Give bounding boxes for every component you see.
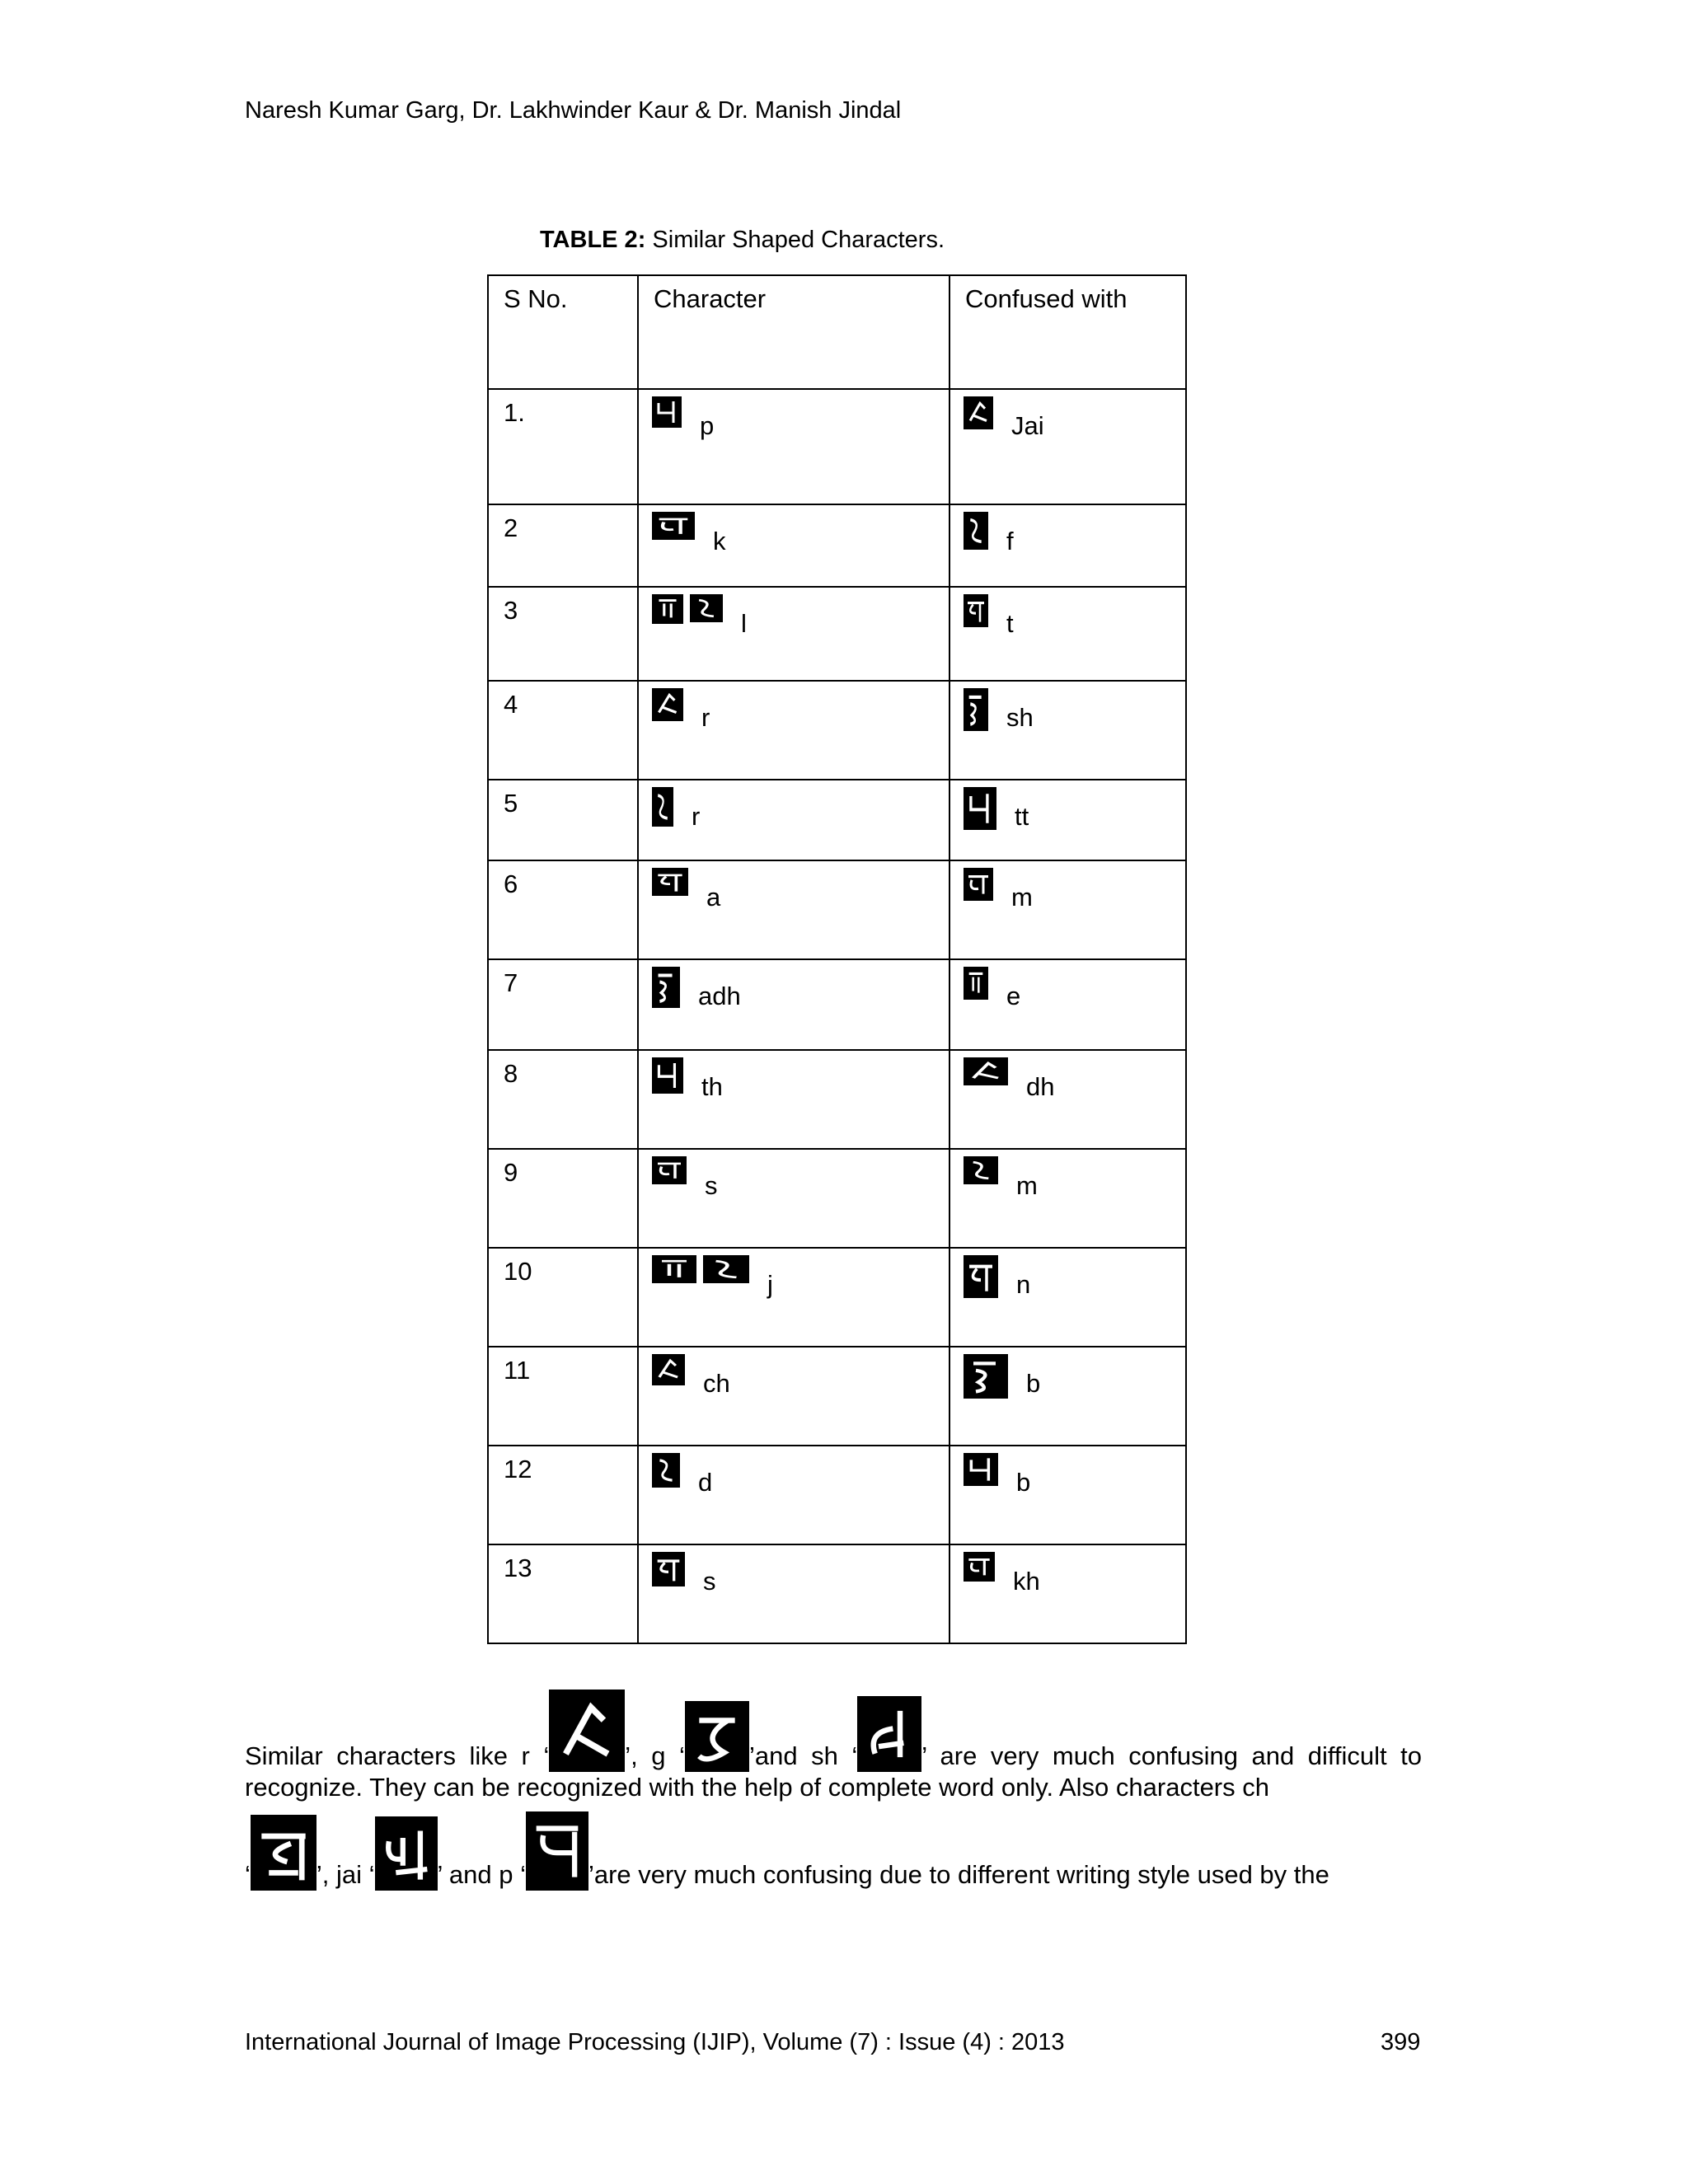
confused-glyph-image <box>964 787 996 830</box>
paragraph-text: ’are very much confusing due to different writing style used by the <box>588 1860 1329 1889</box>
header-confused-with: Confused with <box>950 275 1186 389</box>
character-glyph-image <box>652 967 680 1008</box>
table-row <box>488 1347 1186 1446</box>
glyph-image-sh <box>857 1696 921 1772</box>
paragraph-text: ’and sh ‘ <box>748 1741 858 1770</box>
sno-text: 11 <box>504 1356 531 1385</box>
glyph-image-ch <box>251 1815 316 1891</box>
paragraph-text: ‘ <box>245 1860 251 1889</box>
sno-text: 9 <box>504 1158 518 1187</box>
confused-label: m <box>1016 1171 1038 1200</box>
character-glyph-image <box>652 1453 680 1488</box>
character-glyphs <box>652 1354 730 1399</box>
cell-character <box>638 1149 950 1248</box>
cell-confused-with <box>950 1149 1186 1248</box>
sno-text: 10 <box>504 1257 532 1286</box>
cell-sno <box>488 1149 638 1248</box>
cell-sno <box>488 681 638 780</box>
cell-character <box>638 1446 950 1544</box>
confused-glyph-image <box>964 1354 1008 1399</box>
cell-sno <box>488 587 638 681</box>
confused-glyph-image <box>964 868 993 901</box>
paragraph-text: ’, jai ‘ <box>316 1860 375 1889</box>
header-character: Character <box>638 275 950 389</box>
confused-label: sh <box>1006 703 1034 732</box>
character-label: p <box>700 411 715 440</box>
table-row <box>488 1248 1186 1347</box>
character-glyph-image <box>652 1156 687 1184</box>
character-glyph-image <box>652 1057 683 1094</box>
confused-glyphs <box>964 512 1014 556</box>
character-glyph-image <box>652 1255 696 1283</box>
cell-confused-with <box>950 1050 1186 1149</box>
confused-glyphs <box>964 967 1020 1011</box>
table-caption-text: Similar Shaped Characters. <box>645 227 945 253</box>
table-row <box>488 587 1186 681</box>
paragraph-text: ’ are very much confusing and difficult to recognize. They can be recognized with the help of complete word only. Also characters ch <box>245 1741 1423 1802</box>
confused-glyphs <box>964 688 1034 733</box>
character-label: r <box>701 703 710 732</box>
character-label: r <box>692 802 701 831</box>
confused-glyphs <box>964 868 1033 912</box>
character-glyphs <box>652 967 741 1011</box>
cell-character <box>638 681 950 780</box>
running-header: Naresh Kumar Garg, Dr. Lakhwinder Kaur & Dr. Manish Jindal <box>245 97 902 124</box>
confused-glyph-image <box>964 1255 998 1298</box>
cell-sno <box>488 389 638 504</box>
confused-label: dh <box>1026 1072 1055 1101</box>
cell-confused-with <box>950 389 1186 504</box>
character-label: th <box>701 1072 723 1101</box>
sno-text: 2 <box>504 513 518 542</box>
confused-glyph-image <box>964 1453 998 1486</box>
sno-text: 12 <box>504 1455 532 1483</box>
confused-label: e <box>1006 982 1021 1010</box>
cell-sno <box>488 780 638 860</box>
cell-sno <box>488 1347 638 1446</box>
table-row <box>488 1446 1186 1544</box>
confused-label: Jai <box>1011 411 1044 440</box>
character-label: s <box>703 1567 716 1596</box>
character-glyph-image <box>703 1255 749 1283</box>
cell-confused-with <box>950 1544 1186 1643</box>
character-label: ch <box>703 1369 730 1398</box>
cell-confused-with <box>950 504 1186 587</box>
character-glyphs <box>652 1255 773 1300</box>
table-row <box>488 1544 1186 1643</box>
confused-label: t <box>1006 609 1014 638</box>
confused-label: b <box>1016 1468 1031 1497</box>
cell-character <box>638 504 950 587</box>
character-label: k <box>713 527 726 555</box>
character-glyph-image <box>652 1552 685 1586</box>
glyph-image-p <box>526 1811 588 1891</box>
character-label: d <box>698 1468 713 1497</box>
header-sno: S No. <box>488 275 638 389</box>
character-label: s <box>705 1171 718 1200</box>
sno-text: 7 <box>504 968 518 997</box>
table-row <box>488 389 1186 504</box>
character-glyph-image <box>652 868 688 896</box>
cell-confused-with <box>950 681 1186 780</box>
body-paragraph-line3 <box>245 1811 1422 1891</box>
confused-label: kh <box>1013 1567 1040 1596</box>
glyph-image-jai <box>375 1816 438 1891</box>
confused-glyphs <box>964 787 1029 832</box>
confused-glyphs <box>964 1552 1040 1596</box>
table-row <box>488 681 1186 780</box>
cell-character <box>638 1050 950 1149</box>
confused-glyph-image <box>964 594 988 627</box>
character-label: a <box>706 883 721 912</box>
paragraph-text: ’, g ‘ <box>625 1741 685 1770</box>
sno-text: 13 <box>504 1554 532 1582</box>
confused-label: f <box>1006 527 1014 555</box>
character-glyphs <box>652 1453 712 1497</box>
table-header-row <box>488 275 1186 389</box>
cell-sno <box>488 1446 638 1544</box>
character-glyph-image <box>690 594 723 622</box>
confused-glyph-image <box>964 396 993 429</box>
confused-label: m <box>1011 883 1033 912</box>
cell-confused-with <box>950 587 1186 681</box>
body-paragraph <box>245 1690 1422 1803</box>
table-row <box>488 1050 1186 1149</box>
table-row <box>488 780 1186 860</box>
table-row <box>488 860 1186 959</box>
cell-sno <box>488 1544 638 1643</box>
confused-glyph-image <box>964 512 988 550</box>
cell-character <box>638 959 950 1050</box>
character-glyphs <box>652 868 720 912</box>
confused-glyph-image <box>964 688 988 731</box>
cell-sno <box>488 1248 638 1347</box>
table-caption <box>540 227 945 254</box>
table-row <box>488 1149 1186 1248</box>
confused-label: b <box>1026 1369 1041 1398</box>
character-glyph-image <box>652 688 683 721</box>
glyph-image-r <box>549 1690 625 1772</box>
confused-label: n <box>1016 1270 1031 1299</box>
cell-character <box>638 587 950 681</box>
cell-confused-with <box>950 860 1186 959</box>
confused-glyph-image <box>964 967 988 1000</box>
character-glyphs <box>652 787 700 832</box>
character-label: adh <box>698 982 741 1010</box>
character-glyphs <box>652 594 747 639</box>
character-glyphs <box>652 396 714 441</box>
character-glyphs <box>652 1552 716 1596</box>
sno-text: 3 <box>504 596 518 625</box>
cell-character <box>638 780 950 860</box>
character-glyph-image <box>652 1354 685 1385</box>
confused-glyphs <box>964 1057 1054 1102</box>
confused-glyphs <box>964 1354 1040 1399</box>
page-number: 399 <box>1381 2029 1421 2055</box>
character-glyph-image <box>652 787 673 827</box>
sno-text: 5 <box>504 789 518 818</box>
cell-character <box>638 860 950 959</box>
character-glyphs <box>652 1156 718 1201</box>
cell-confused-with <box>950 1248 1186 1347</box>
character-glyphs <box>652 688 710 733</box>
glyph-image-g <box>685 1701 749 1772</box>
cell-sno <box>488 1050 638 1149</box>
table-row <box>488 959 1186 1050</box>
paragraph-text: Similar characters like r ‘ <box>245 1741 550 1770</box>
confused-glyph-image <box>964 1552 995 1582</box>
confused-glyphs <box>964 594 1014 639</box>
paragraph-text: ’ and p ‘ <box>437 1860 526 1889</box>
confused-label: tt <box>1015 802 1029 831</box>
cell-confused-with <box>950 780 1186 860</box>
confused-glyphs <box>964 396 1044 441</box>
footer-journal: International Journal of Image Processing (IJIP), Volume (7) : Issue (4) : 2013 <box>245 2029 1065 2055</box>
cell-character <box>638 1347 950 1446</box>
character-glyph-image <box>652 512 695 540</box>
character-label: l <box>741 609 747 638</box>
character-glyphs <box>652 1057 723 1102</box>
confused-glyphs <box>964 1156 1038 1201</box>
cell-confused-with <box>950 959 1186 1050</box>
character-label: j <box>767 1270 773 1299</box>
character-glyphs <box>652 512 726 556</box>
cell-confused-with <box>950 1347 1186 1446</box>
confused-glyph-image <box>964 1057 1008 1085</box>
table-row <box>488 504 1186 587</box>
cell-sno <box>488 504 638 587</box>
cell-sno <box>488 860 638 959</box>
cell-character <box>638 389 950 504</box>
cell-character <box>638 1544 950 1643</box>
sno-text: 8 <box>504 1059 518 1088</box>
confused-glyphs <box>964 1453 1030 1497</box>
character-glyph-image <box>652 396 682 428</box>
confused-glyph-image <box>964 1156 998 1184</box>
confused-glyphs <box>964 1255 1030 1300</box>
cell-sno <box>488 959 638 1050</box>
sno-text: 6 <box>504 869 518 898</box>
cell-confused-with <box>950 1446 1186 1544</box>
table-caption-label: TABLE 2: <box>540 227 646 253</box>
similar-characters-table <box>487 274 1187 1644</box>
sno-text: 1. <box>504 398 525 427</box>
cell-character <box>638 1248 950 1347</box>
character-glyph-image <box>652 594 683 624</box>
sno-text: 4 <box>504 690 518 719</box>
